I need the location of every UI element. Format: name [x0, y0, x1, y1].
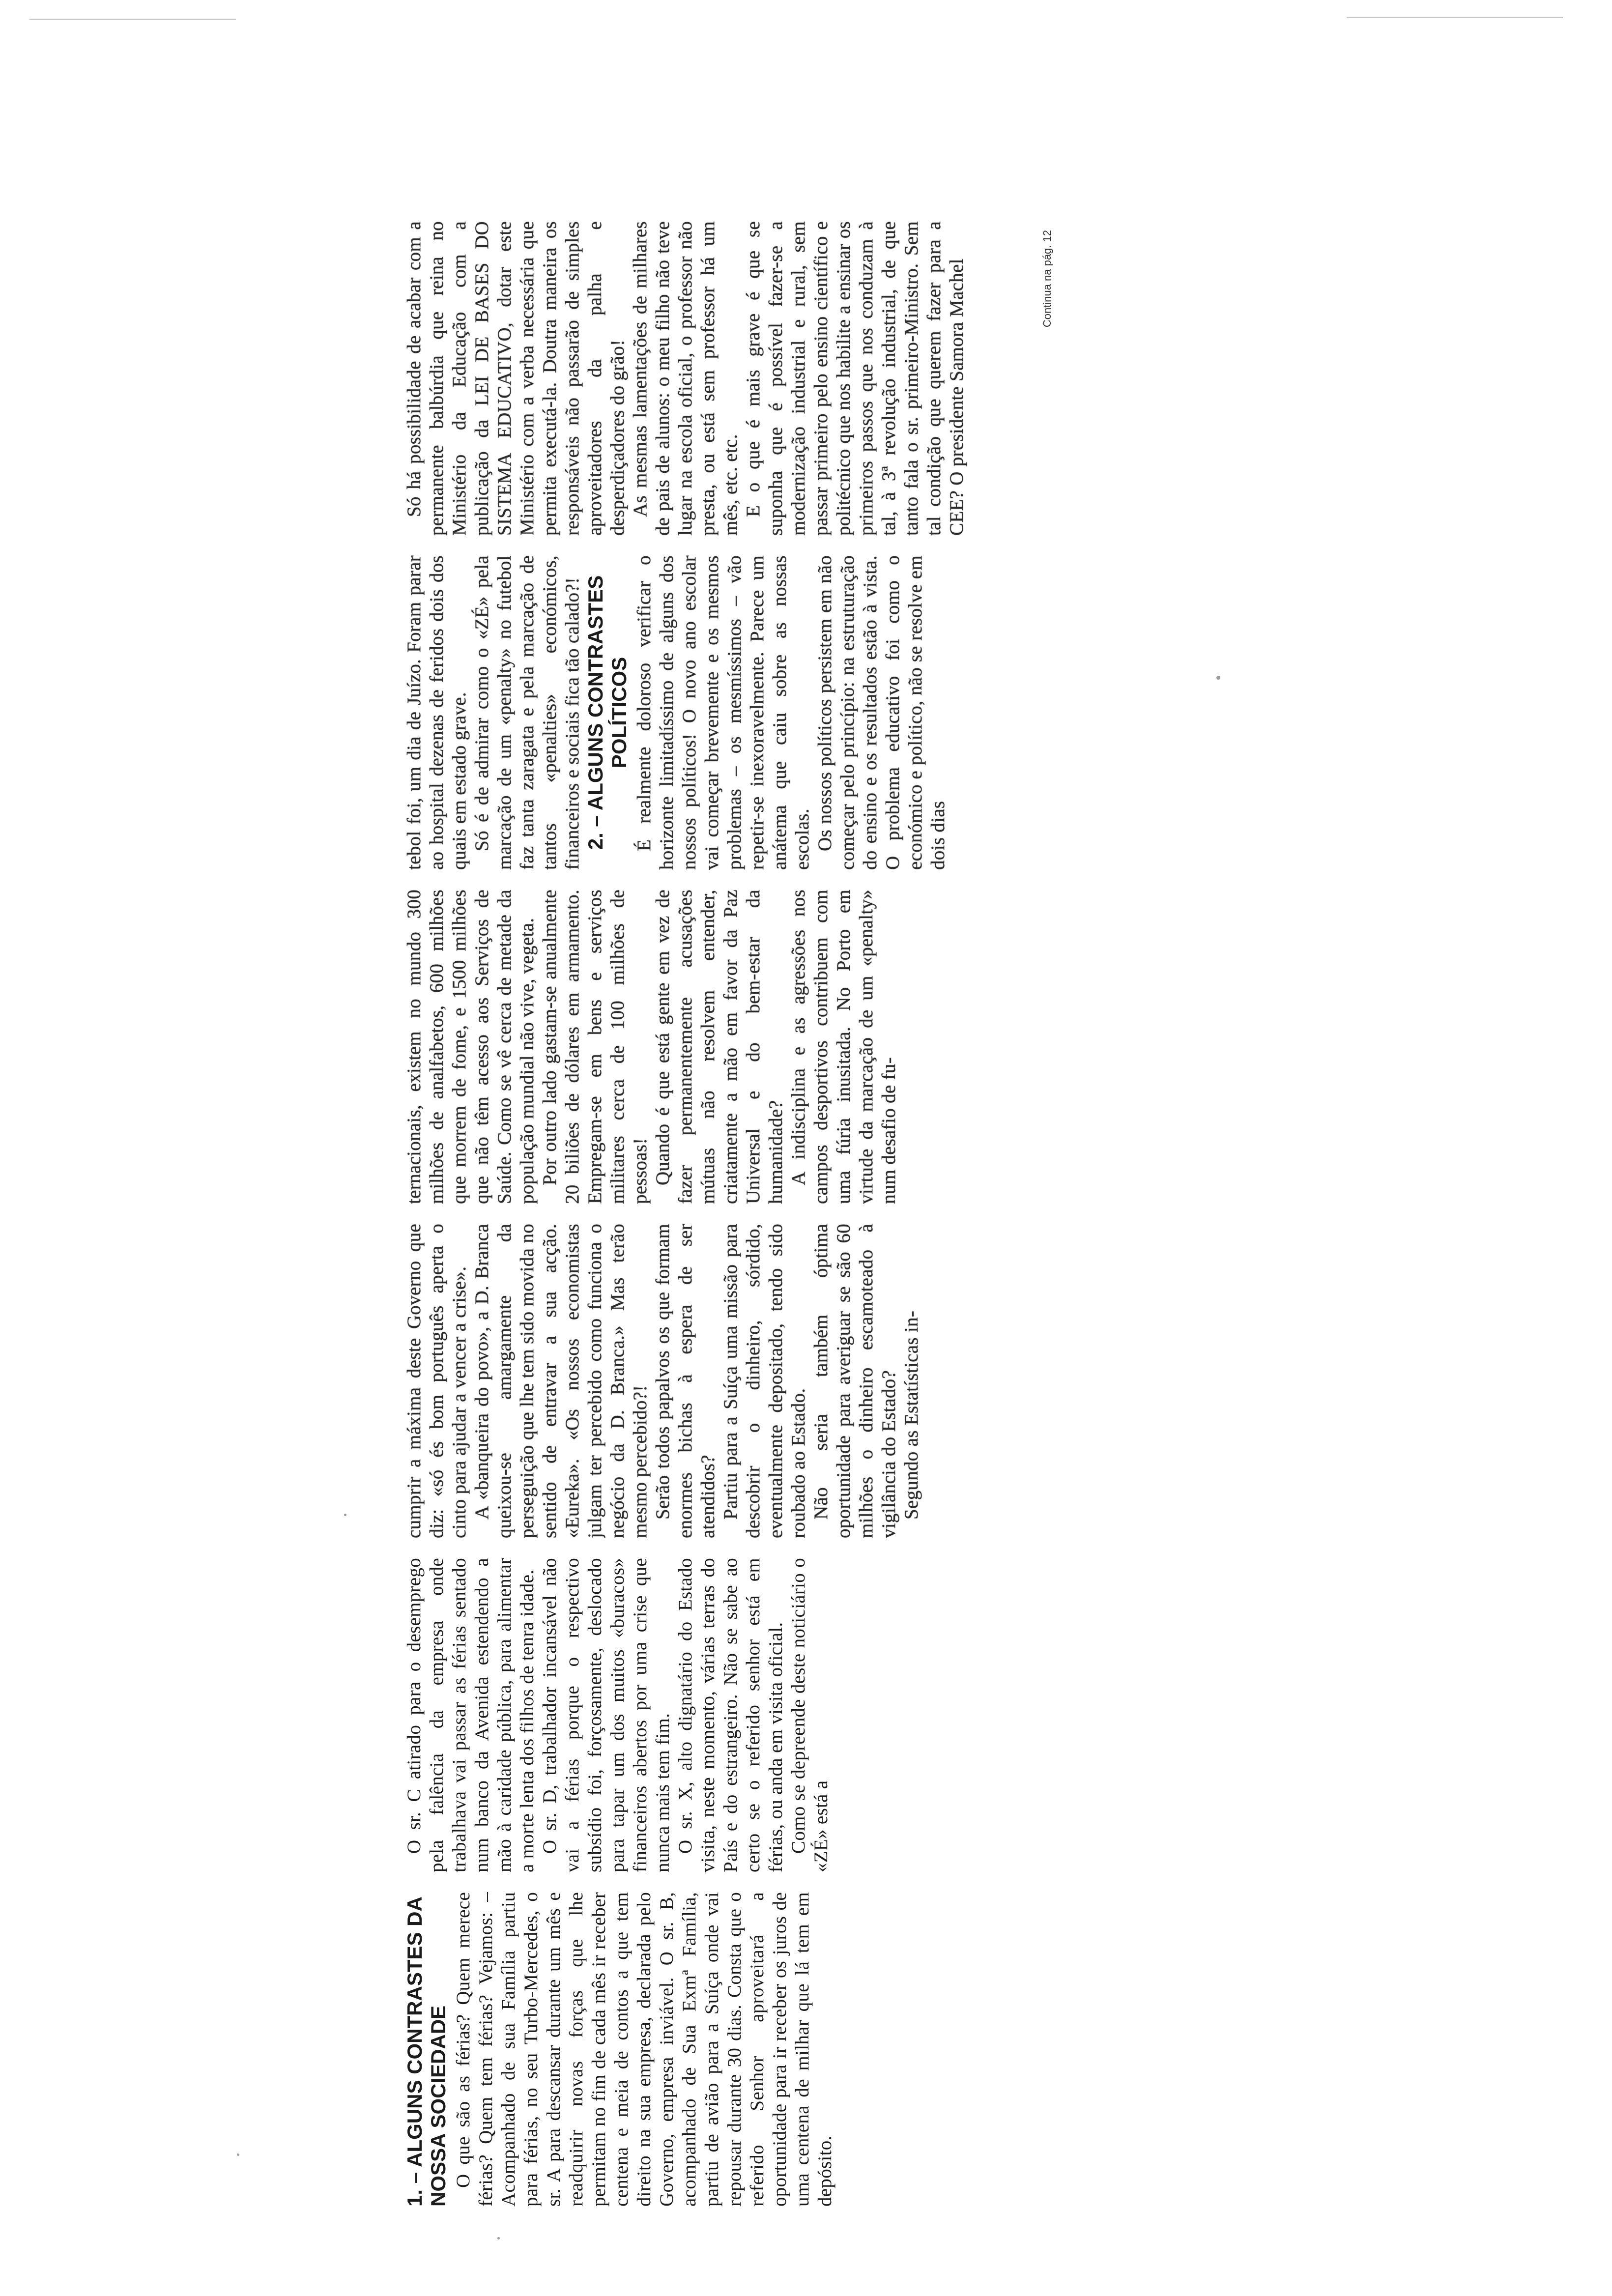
newspaper-clipping [403, 113, 1057, 2207]
paragraph: O sr. X, alto dignatário do Estado visita, neste momento, várias terras do País e do estrangeiro. Não se sabe ao certo se o referido senhor está em férias, ou anda em visita oficial. [675, 1558, 786, 1872]
scan-speck [1216, 676, 1220, 680]
paragraph: Só é de admirar como o «ZÉ» pela marcação de um «penalty» no futebol faz tanta zaragata e pela marcação de tantos «penalties» económicos, financeiros e sociais fica tão calado?! [471, 555, 583, 870]
column-2 [403, 1558, 1057, 1872]
paragraph: A indisciplina e as agressões nos campos desportivos contribuem com uma fúria inusitada. No Porto em virtude da marcação de um «penalty» num desafio de fu- [788, 890, 899, 1204]
paragraph: O que são as férias? Quem merece férias? Quem tem férias? Vejamos: – Acompanhado de sua Família partiu para férias, no seu Turbo-Mercedes, o sr. A para descansar durante um mês e readquirir novas forças que lhe permitam no fim de cada mês ir receber centena e meia de contos a que tem direito na sua empresa, declarada pelo Governo, empresa inviável. O sr. B, acompanhado de Sua Exmª Família, partiu de avião para a Suíça onde vai repousar durante 30 dias. Consta que o referido Senhor aproveitará a oportunidade para ir receber os juros de uma centena de milhar que lá tem em depósito. [453, 1892, 835, 2207]
scan-line-right [1347, 17, 1563, 18]
column-3 [403, 1224, 1057, 1538]
paragraph: E o que é mais grave é que se suponha que é possível fazer-se a modernização industrial e rural, sem passar primeiro pelo ensino científico e politécnico que nos habilite a ensinar os primeiros passos que nos conduzam à tal, à 3ª revolução industrial, de que tanto fala o sr. primeiro-Ministro. Sem tal condição que querem fazer para a CEE? O presidente Samora Machel [743, 221, 967, 536]
paragraph: O sr. C atirado para o desemprego pela falência da empresa onde trabalhava vai passar as férias sentado num banco da Avenida estendendo a mão à caridade pública, para alimentar a morte lenta dos filhos de tenra idade. [403, 1558, 538, 1872]
paragraph: Só há possibilidade de acabar com a permanente balbúrdia que reina no Ministério da Educação com a publicação da LEI DE BASES DO SISTEMA EDUCATIVO, dotar este Ministério com a verba necessária que permita executá-la. Doutra maneira os responsáveis não passarão de simples aproveitadores da palha e desperdiçadores do grão! [403, 221, 628, 536]
paragraph: Quando é que está gente em vez de fazer permanentemente acusações mútuas não resolvem entender, criatamente a mão em favor da Paz Universal e do bem-estar da humanidade? [652, 890, 786, 1204]
paragraph: tebol foi, um dia de Juízo. Foram parar ao hospital dezenas de feridos dois dos quais em estado grave. [403, 555, 470, 870]
continuation-note: Continua na pág. 12 [1041, 230, 1053, 328]
paragraph: Por outro lado gastam-se anualmente 20 biliões de dólares em armamento. Empregam-se em bens e serviços militares cerca de 100 milhões de pessoas! [539, 890, 651, 1204]
scan-speck [344, 1514, 346, 1516]
column-6 [403, 221, 1057, 536]
paragraph: Como se depreende deste noticiário o «ZÉ» está a [788, 1558, 832, 1872]
section-2-heading: 2. – ALGUNS CONTRASTES POLÍTICOS [584, 575, 631, 850]
paragraph: É realmente doloroso verificar o horizonte limitadíssimo de alguns dos nossos políticos! O novo ano escolar vai começar brevemente e os mesmos problemas – os mesmíssimos – vão repetir-se inexoravelmente. Parece um anátema que caiu sobre as nossas escolas. [633, 555, 813, 870]
paragraph: Partiu para a Suíça uma missão para descobrir o dinheiro, sórdido, eventualmente depositado, tendo sido roubado ao Estado. [720, 1224, 809, 1538]
paragraph: Não seria também óptima oportunidade para averiguar se são 60 milhões o dinheiro escamoteado à vigilância do Estado? [810, 1224, 899, 1538]
paragraph: Os nossos políticos persistem em não começar pelo princípio: na estruturação do ensino e os resultados estão à vista. O problema educativo foi como o económico e político, não se resolve em dois dias [814, 555, 949, 870]
section-1-heading: 1. – ALGUNS CONTRASTES DA NOSSA SOCIEDADE [403, 1897, 450, 2207]
paragraph: ternacionais, existem no mundo 300 milhões de analfabetos, 600 milhões que morrem de fome, e 1500 milhões que não têm acesso aos Serviços de Saúde. Como se vê cerca de metade da população mundial não vive, vegeta. [403, 890, 538, 1204]
paragraph: As mesmas lamentações de milhares de pais de alunos: o meu filho não teve lugar na escola oficial, o professor não presta, ou está sem professor há um mês, etc. etc. [630, 221, 741, 536]
paragraph: O sr. D, trabalhador incansável não vai a férias porque o respectivo subsídio foi, forçosamente, deslocado para tapar um dos muitos «buracos» financeiros abertos por uma crise que nunca mais tem fim. [539, 1558, 673, 1872]
paragraph: A «banqueira do povo», a D. Branca queixou-se amargamente da perseguição que lhe tem sido movida no sentido de entravar a sua acção. «Eureka». «Os nossos economistas julgam ter percebido como funciona o negócio da D. Branca.» Mas terão mesmo percebido?! [471, 1224, 651, 1538]
column-5 [403, 555, 1057, 870]
scan-speck [237, 2153, 239, 2156]
paragraph: Segundo as Estatísticas in- [901, 1310, 922, 1520]
paragraph: cumprir a máxima deste Governo que diz: «só és bom português aperta o cinto para ajudar a vencer a crise». [403, 1224, 470, 1538]
column-1 [403, 1892, 1057, 2207]
scan-line-left [29, 19, 236, 20]
scan-speck [497, 2237, 500, 2239]
column-4 [403, 890, 1057, 1204]
paragraph: Serão todos papalvos os que formam enormes bichas à espera de ser atendidos? [652, 1224, 719, 1538]
